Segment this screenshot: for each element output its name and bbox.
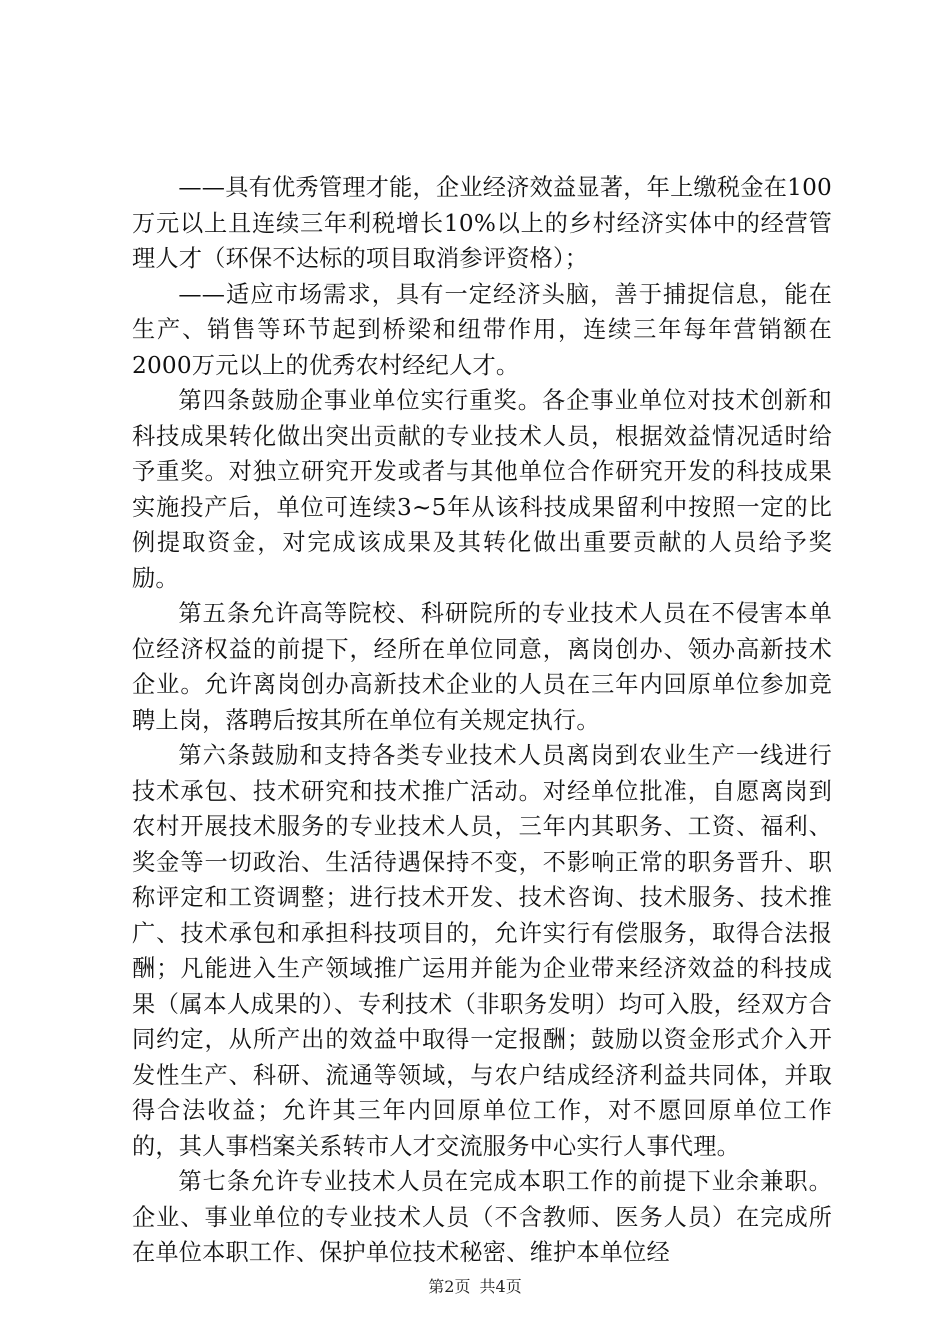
document-body <box>132 170 832 1271</box>
paragraph-article-6: 第六条鼓励和支持各类专业技术人员离岗到农业生产一线进行技术承包、技术研究和技术推广活动。对经单位批准，自愿离岗到农村开展技术服务的专业技术人员，三年内其职务、工资、福利、奖金等一切政治、生活待遇保持不变，不影响正常的职务晋升、职称评定和工资调整；进行技术开发、技术咨询、技术服务、技术推广、技术承包和承担科技项目的，允许实行有偿服务，取得合法报酬；凡能进入生产领域推广运用并能为企业带来经济效益的科技成果（属本人成果的）、专利技术（非职务发明）均可入股，经双方合同约定，从所产出的效益中取得一定报酬；鼓励以资金形式介入开发性生产、科研、流通等领域，与农户结成经济利益共同体，并取得合法收益；允许其三年内回原单位工作，对不愿回原单位工作的，其人事档案关系转市人才交流服务中心实行人事代理。 <box>132 742 832 1160</box>
page-total: 共4页 <box>479 1277 522 1296</box>
page-number: 第2页 <box>428 1277 471 1296</box>
page-footer <box>0 1277 950 1297</box>
paragraph-talent-management: ——具有优秀管理才能，企业经济效益显著，年上缴税金在100万元以上且连续三年利税增长10%以上的乡村经济实体中的经营管理人才（环保不达标的项目取消参评资格）； <box>132 174 832 272</box>
paragraph-article-4: 第四条鼓励企事业单位实行重奖。各企事业单位对技术创新和科技成果转化做出突出贡献的专业技术人员，根据效益情况适时给予重奖。对独立研究开发或者与其他单位合作研究开发的科技成果实施投产后，单位可连续3~5年从该科技成果留利中按照一定的比例提取资金，对完成该成果及其转化做出重要贡献的人员给予奖励。 <box>132 387 832 592</box>
paragraph-article-7: 第七条允许专业技术人员在完成本职工作的前提下业余兼职。企业、事业单位的专业技术人员（不含教师、医务人员）在完成所在单位本职工作、保护单位技术秘密、维护本单位经 <box>132 1168 832 1266</box>
paragraph-talent-broker: ——适应市场需求，具有一定经济头脑，善于捕捉信息，能在生产、销售等环节起到桥梁和纽带作用，连续三年每年营销额在2000万元以上的优秀农村经纪人才。 <box>132 280 832 379</box>
paragraph-article-5: 第五条允许高等院校、科研院所的专业技术人员在不侵害本单位经济权益的前提下，经所在单位同意，离岗创办、领办高新技术企业。允许离岗创办高新技术企业的人员在三年内回原单位参加竞聘上岗，落聘后按其所在单位有关规定执行。 <box>132 600 832 734</box>
